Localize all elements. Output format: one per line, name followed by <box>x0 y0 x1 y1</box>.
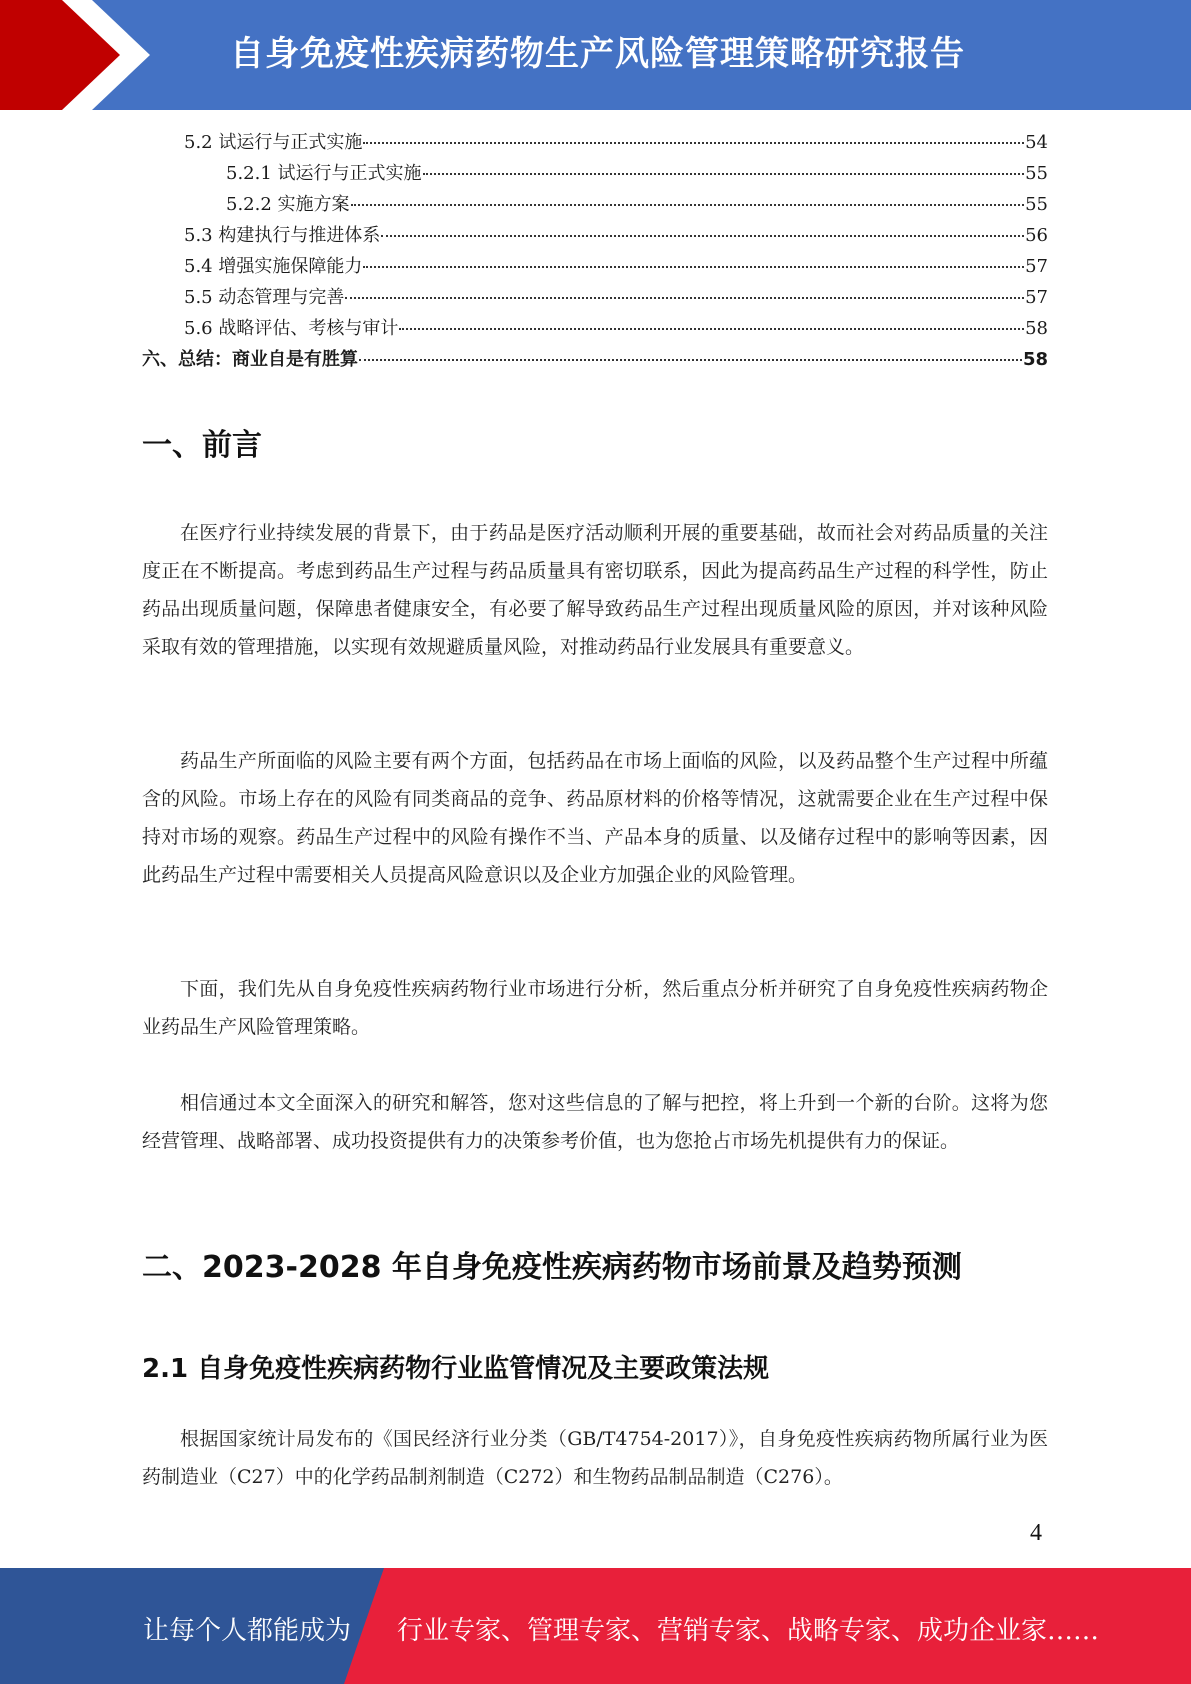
toc-entry[interactable] <box>142 283 1048 314</box>
table-of-contents <box>142 128 1048 376</box>
toc-entry[interactable] <box>142 314 1048 345</box>
toc-entry-page: 58 <box>1022 349 1048 370</box>
toc-entry-page: 55 <box>1025 194 1048 215</box>
section-heading-preface: 一、前言 <box>142 428 262 463</box>
footer-slogan-left: 让每个人都能成为 <box>143 1616 352 1646</box>
toc-leader-dots <box>351 204 1025 206</box>
toc-entry-label: 5.3 构建执行与推进体系 <box>184 225 381 246</box>
body-paragraph: 相信通过本文全面深入的研究和解答，您对这些信息的了解与把控，将上升到一个新的台阶。这将为您经营管理、战略部署、成功投资提供有力的决策参考价值，也为您抢占市场先机提供有力的保证。 <box>142 1092 1048 1152</box>
footer-slogan-right: 行业专家、管理专家、营销专家、战略专家、成功企业家…… <box>397 1616 1100 1646</box>
toc-leader-dots <box>359 359 1022 361</box>
toc-entry[interactable] <box>142 252 1048 283</box>
toc-entry[interactable] <box>142 128 1048 159</box>
toc-leader-dots <box>363 142 1024 144</box>
toc-entry[interactable] <box>142 345 1048 376</box>
header-banner <box>0 0 1191 110</box>
body-paragraph: 在医疗行业持续发展的背景下，由于药品是医疗活动顺利开展的重要基础，故而社会对药品质量的关注度正在不断提高。考虑到药品生产过程与药品质量具有密切联系，因此为提高药品生产过程的科学性，防止药品出现质量问题，保障患者健康安全，有必要了解导致药品生产过程出现质量风险的原因，并对该种风险采取有效的管理措施，以实现有效规避质量风险，对推动药品行业发展具有重要意义。 <box>142 522 1048 658</box>
toc-entry-page: 58 <box>1025 318 1048 339</box>
section-heading-market-outlook: 二、2023-2028 年自身免疫性疾病药物市场前景及趋势预测 <box>142 1250 962 1285</box>
toc-entry-page: 56 <box>1025 225 1048 246</box>
toc-leader-dots <box>363 266 1024 268</box>
body-paragraph: 药品生产所面临的风险主要有两个方面，包括药品在市场上面临的风险，以及药品整个生产过程中所蕴含的风险。市场上存在的风险有同类商品的竞争、药品原材料的价格等情况，这就需要企业在生产过程中保持对市场的观察。药品生产过程中的风险有操作不当、产品本身的质量、以及储存过程中的影响等因素，因此药品生产过程中需要相关人员提高风险意识以及企业方加强企业的风险管理。 <box>142 750 1048 886</box>
toc-entry-page: 57 <box>1025 287 1048 308</box>
toc-entry-label: 5.2.2 实施方案 <box>226 194 350 215</box>
page-number: 4 <box>1030 1520 1042 1546</box>
footer-banner <box>0 1568 1191 1684</box>
toc-leader-dots <box>381 235 1024 237</box>
toc-entry-label: 六、总结：商业自是有胜算 <box>142 349 358 370</box>
toc-entry-label: 5.5 动态管理与完善 <box>184 287 345 308</box>
toc-entry[interactable] <box>142 190 1048 221</box>
toc-entry[interactable] <box>142 221 1048 252</box>
body-paragraph: 根据国家统计局发布的《国民经济行业分类（GB/T4754-2017）》，自身免疫性疾病药物所属行业为医药制造业（C27）中的化学药品制剂制造（C272）和生物药品制品制造（C276）。 <box>142 1428 1048 1488</box>
toc-entry-label: 5.2.1 试运行与正式实施 <box>226 163 422 184</box>
toc-entry-page: 55 <box>1025 163 1048 184</box>
toc-entry-label: 5.2 试运行与正式实施 <box>184 132 363 153</box>
body-paragraph: 下面，我们先从自身免疫性疾病药物行业市场进行分析，然后重点分析并研究了自身免疫性疾病药物企业药品生产风险管理策略。 <box>142 978 1048 1038</box>
toc-entry-label: 5.6 战略评估、考核与审计 <box>184 318 399 339</box>
toc-entry-page: 57 <box>1025 256 1048 277</box>
toc-entry[interactable] <box>142 159 1048 190</box>
toc-leader-dots <box>345 297 1024 299</box>
toc-leader-dots <box>399 328 1024 330</box>
toc-entry-label: 5.4 增强实施保障能力 <box>184 256 363 277</box>
report-title: 自身免疫性疾病药物生产风险管理策略研究报告 <box>230 34 965 74</box>
toc-leader-dots <box>423 173 1025 175</box>
toc-entry-page: 54 <box>1025 132 1048 153</box>
subsection-heading: 2.1 自身免疫性疾病药物行业监管情况及主要政策法规 <box>142 1354 770 1384</box>
